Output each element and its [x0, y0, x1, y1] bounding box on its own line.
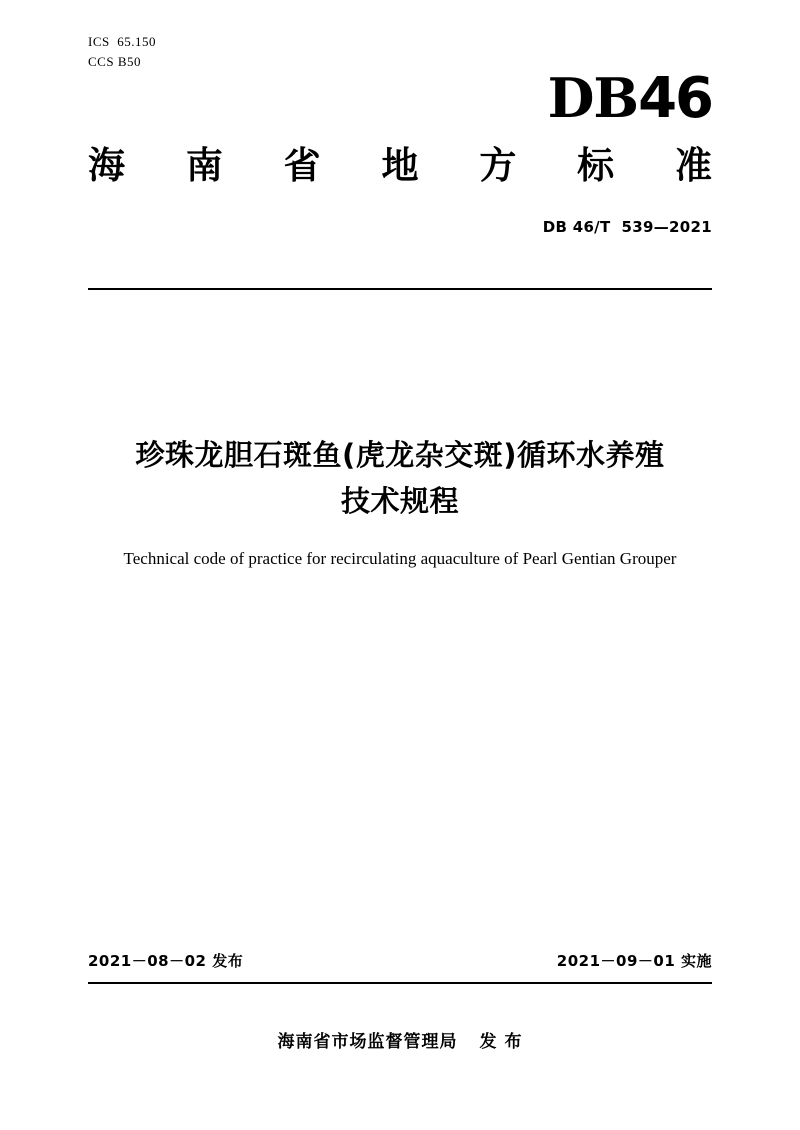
standard-number: DB 46/T 539—2021 [542, 218, 712, 236]
page-title [80, 432, 720, 524]
db-logo-prefix: DB [547, 66, 639, 130]
effective-date: 2021－09－01 实施 [556, 952, 712, 970]
publisher-name: 海南省市场监督管理局 [277, 1032, 458, 1052]
publication-dates [88, 950, 712, 971]
page-title-line1: 珍珠龙胆石斑鱼(虎龙杂交斑)循环水养殖 [135, 438, 665, 472]
standard-title-char-1: 南 [185, 144, 223, 187]
page-title-line2: 技术规程 [340, 484, 459, 518]
standard-title-char-2: 省 [283, 144, 321, 187]
ccs-code: CCS B50 [88, 54, 141, 69]
standard-title-char-4: 方 [479, 144, 517, 187]
issue-date: 2021－08－02 发布 [88, 952, 244, 970]
publisher-action: 发 布 [479, 1032, 523, 1052]
classification-codes [88, 32, 156, 72]
standard-title-char-3: 地 [381, 144, 419, 187]
standard-title-char-6: 准 [674, 144, 712, 187]
standard-title [88, 143, 712, 189]
footer-divider [88, 982, 712, 984]
standard-title-char-0: 海 [88, 144, 125, 187]
standard-title-char-5: 标 [577, 144, 615, 187]
header-divider [88, 288, 712, 290]
publisher-line [0, 1027, 800, 1052]
db-logo-number: 46 [638, 66, 712, 131]
page-title-english: Technical code of practice for recirculating aquaculture of Pearl Gentian Grouper [123, 549, 677, 568]
db-logo [547, 66, 712, 131]
ics-code: ICS 65.150 [88, 34, 156, 49]
